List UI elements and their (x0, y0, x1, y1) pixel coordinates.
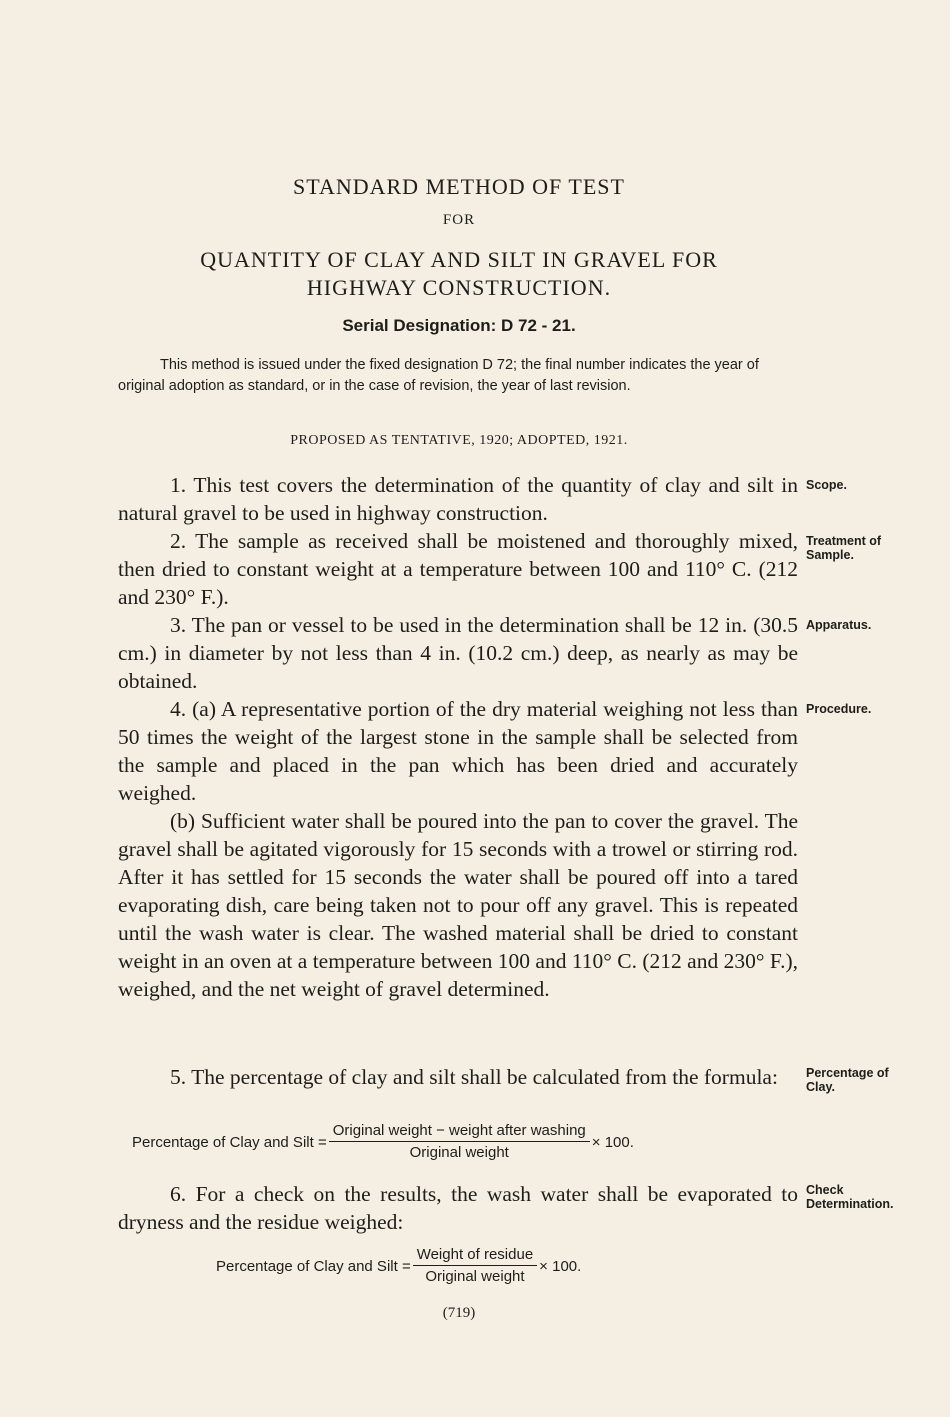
margin-treatment-line1: Treatment of (806, 534, 882, 548)
section-5 (118, 1063, 798, 1091)
formula-1-fraction (329, 1121, 590, 1163)
title-main (0, 246, 918, 302)
title-line-4: HIGHWAY CONSTRUCTION. (306, 275, 612, 300)
section-1-text: 1. This test covers the determination of the quantity of clay and silt in natural gravel to be used in highway construction. (118, 473, 798, 525)
section-2 (118, 527, 798, 611)
formula-1 (132, 1121, 634, 1163)
section-4b-text: (b) Sufficient water shall be poured into the pan to cover the gravel. The gravel shall be agitated vigorously for 15 seconds with a trowel or stirring rod. After it has settled for 15 seconds the water shall be poured off into a tared evaporating dish, care being taken not to pour off any gravel. This is repeated until the wash water is clear. The washed material shall be dried to constant weight in an oven at a temperature between 100 and 110° C. (212 and 230° F.), weighed, and the net weight of gravel determined. (118, 809, 798, 1001)
proposed-adopted-line: PROPOSED AS TENTATIVE, 1920; ADOPTED, 1921. (290, 433, 628, 448)
section-3-text: 3. The pan or vessel to be used in the determination shall be 12 in. (30.5 cm.) in diameter by not less than 4 in. (10.2 cm.) deep, as nearly as may be obtained. (118, 613, 798, 693)
margin-scope: Scope. (806, 478, 847, 492)
formula-1-denominator: Original weight (409, 1144, 509, 1161)
formula-2-fraction (413, 1245, 537, 1287)
formula-1-lhs: Percentage of Clay and Silt = (132, 1133, 327, 1151)
section-3 (118, 611, 798, 695)
margin-apparatus: Apparatus. (806, 618, 872, 632)
formula-2-lhs: Percentage of Clay and Silt = (216, 1257, 411, 1275)
margin-percentage-line1: Percentage of (806, 1066, 889, 1080)
margin-percentage (806, 1066, 889, 1094)
section-5-text: 5. The percentage of clay and silt shall be calculated from the formula: (170, 1065, 778, 1089)
formula-1-factor: × 100. (591, 1133, 634, 1151)
margin-percentage-line2: Clay. (806, 1080, 835, 1094)
section-4 (118, 695, 798, 1003)
formula-1-numerator: Original weight − weight after washing (329, 1121, 590, 1142)
title-line-2: FOR (442, 212, 476, 228)
section-1 (118, 471, 798, 527)
serial-designation: Serial Designation: D 72 - 21. (342, 316, 576, 335)
margin-check-line1: Check (806, 1183, 844, 1197)
formula-2-factor: × 100. (539, 1257, 582, 1275)
title-line-3: QUANTITY OF CLAY AND SILT IN GRAVEL FOR (200, 247, 718, 272)
designation-note: This method is issued under the fixed designation D 72; the final number indicates the year of original adoption as standard, or in the case of revision, the year of last revision. (118, 357, 759, 394)
title-line-1: STANDARD METHOD OF TEST (293, 174, 625, 199)
formula-2-denominator: Original weight (425, 1268, 525, 1285)
section-4a-text: 4. (a) A representative portion of the dry material weighing not less than 50 times the weight of the largest stone in the sample shall be selected from the sample and placed in the pan which has been dried and accurately weighed. (118, 697, 798, 805)
section-2-text: 2. The sample as received shall be moistened and thoroughly mixed, then dried to constant weight at a temperature between 100 and 110° C. (212 and 230° F.). (118, 529, 798, 609)
margin-check (806, 1183, 894, 1211)
section-6 (118, 1180, 798, 1236)
section-6-text: 6. For a check on the results, the wash water shall be evaporated to dryness and the residue weighed: (118, 1182, 798, 1234)
page-number: (719) (442, 1305, 476, 1321)
margin-treatment (806, 534, 881, 562)
margin-check-line2: Determination. (806, 1197, 894, 1211)
formula-2 (216, 1245, 581, 1287)
formula-2-numerator: Weight of residue (413, 1245, 537, 1266)
margin-treatment-line2: Sample. (806, 548, 854, 562)
margin-procedure: Procedure. (806, 702, 872, 716)
